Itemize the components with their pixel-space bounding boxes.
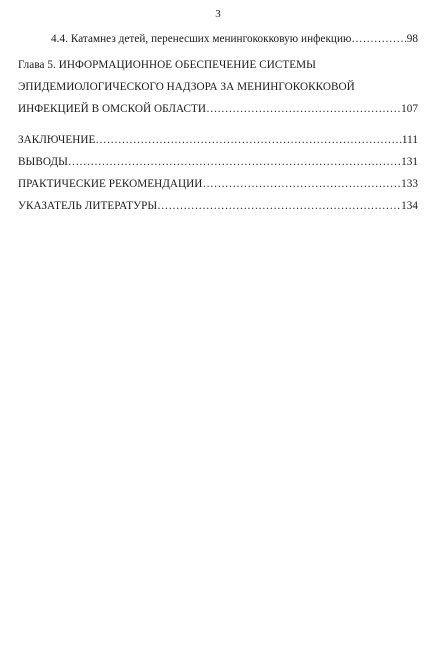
toc-leader-dots <box>351 28 406 50</box>
toc-entry-page: 107 <box>401 103 418 115</box>
toc-entry-title-line-2: ЭПИДЕМИОЛОГИЧЕСКОГО НАДЗОРА ЗА МЕНИНГОКОККОВОЙ <box>18 81 355 93</box>
toc-entry-conclusion <box>18 129 418 151</box>
toc-entry-findings <box>18 151 418 173</box>
toc-entry-title: ВЫВОДЫ <box>18 156 68 168</box>
toc-entry-page: 134 <box>401 200 418 212</box>
toc-leader-dots <box>202 173 401 195</box>
toc-leader-dots <box>206 98 401 120</box>
toc-entry-title: 4.4. Катамнез детей, перенесших менингококковую инфекцию <box>51 33 352 45</box>
toc-entry-title: УКАЗАТЕЛЬ ЛИТЕРАТУРЫ <box>18 200 158 212</box>
toc-entry-page: 111 <box>401 134 418 146</box>
toc-leader-dots <box>95 129 401 151</box>
toc-entry-title: ЗАКЛЮЧЕНИЕ <box>18 134 96 146</box>
toc-entry-title-line-1: Глава 5. ИНФОРМАЦИОННОЕ ОБЕСПЕЧЕНИЕ СИСТЕМЫ <box>18 59 316 71</box>
toc-entry-page: 131 <box>401 156 418 168</box>
toc-leader-dots <box>68 151 401 173</box>
page-number: 3 <box>215 8 221 20</box>
toc-entry-references <box>18 195 418 217</box>
toc-entry-4-4 <box>18 28 418 50</box>
toc-entry-chapter-5 <box>18 54 418 120</box>
table-of-contents <box>18 28 418 217</box>
toc-entry-page: 98 <box>406 33 418 45</box>
toc-leader-dots <box>157 195 401 217</box>
toc-entry-recommendations <box>18 173 418 195</box>
toc-entry-page: 133 <box>401 178 418 190</box>
toc-entry-title: ПРАКТИЧЕСКИЕ РЕКОМЕНДАЦИИ <box>18 178 203 190</box>
toc-entry-title-line-3: ИНФЕКЦИЕЙ В ОМСКОЙ ОБЛАСТИ <box>18 103 207 115</box>
